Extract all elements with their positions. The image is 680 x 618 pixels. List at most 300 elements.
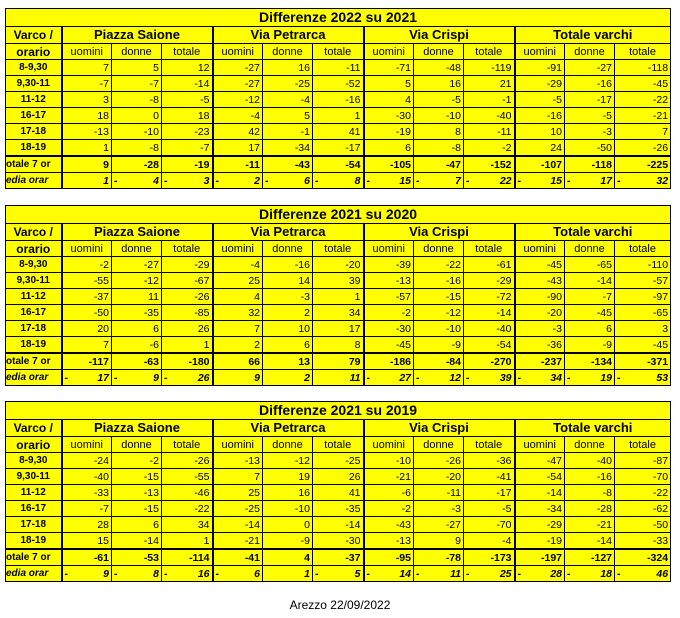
table-cell: -97 [615, 289, 671, 305]
table-cell: -50 [615, 517, 671, 533]
media-value: 27 [399, 371, 411, 384]
table-row [6, 257, 671, 273]
table-cell: -26 [615, 140, 671, 157]
media-value: 5 [354, 567, 361, 580]
table-cell: -23 [162, 124, 213, 140]
table-cell: 18 [162, 108, 213, 124]
time-slot-label: 18-19 [6, 533, 62, 550]
media-cell [615, 566, 671, 582]
table-cell: -1 [464, 92, 515, 108]
total-cell: -270 [464, 353, 515, 370]
table-cell: -14 [515, 485, 565, 501]
table-row [6, 453, 671, 469]
table-cell: -35 [112, 305, 162, 321]
table-cell: -61 [464, 257, 515, 273]
table-cell: -22 [414, 257, 464, 273]
table-cell: -16 [565, 469, 615, 485]
table-cell: -2 [62, 257, 112, 273]
dash-mark: - [215, 174, 219, 187]
table-cell: 8 [414, 124, 464, 140]
table-cell: -7 [565, 289, 615, 305]
table-cell: -62 [615, 501, 671, 517]
total-cell: -324 [615, 549, 671, 566]
media-value: 46 [656, 567, 669, 580]
table-cell: -57 [364, 289, 414, 305]
table-cell: -16 [414, 273, 464, 289]
diff-table-2021-2020 [5, 205, 671, 386]
table-cell: -6 [364, 485, 414, 501]
table-cell: -26 [414, 453, 464, 469]
dash-mark: - [466, 174, 470, 187]
media-cell [464, 173, 515, 189]
media-cell [213, 566, 263, 582]
table-row [6, 289, 671, 305]
table-cell: -22 [615, 92, 671, 108]
table-cell: -26 [162, 289, 213, 305]
media-value: 28 [550, 567, 562, 580]
media-value: 14 [399, 567, 411, 580]
table-title: Differenze 2021 su 2019 [6, 402, 671, 420]
table-cell: -5 [162, 92, 213, 108]
table-cell: 0 [263, 517, 313, 533]
media-cell [263, 566, 313, 582]
table-cell: -5 [414, 92, 464, 108]
column-subheader: totale [615, 437, 671, 453]
media-cell [213, 370, 263, 386]
table-cell: 41 [313, 124, 364, 140]
total-row [6, 549, 671, 566]
dash-mark: - [567, 371, 571, 384]
table-cell: -45 [565, 305, 615, 321]
time-slot-label: 8-9,30 [6, 60, 62, 76]
table-cell: 26 [162, 321, 213, 337]
time-slot-label: 17-18 [6, 321, 62, 337]
diff-table-2022-2021 [5, 8, 671, 189]
table-cell: -19 [364, 124, 414, 140]
dash-mark: - [64, 371, 68, 384]
table-cell: -90 [515, 289, 565, 305]
table-row [6, 108, 671, 124]
column-subheader: uomini [213, 437, 263, 453]
table-cell: -4 [464, 533, 515, 550]
table-cell: -16 [565, 76, 615, 92]
table-cell: -57 [615, 273, 671, 289]
table-cell: -17 [464, 485, 515, 501]
dash-mark: - [517, 174, 521, 187]
table-cell: -14 [313, 517, 364, 533]
table-cell: -19 [515, 533, 565, 550]
location-header: Piazza Saione [62, 27, 213, 44]
table-cell: 9 [414, 533, 464, 550]
table-cell: -45 [615, 337, 671, 354]
media-label: edia orar [6, 173, 62, 189]
table-cell: -85 [162, 305, 213, 321]
table-cell: 7 [213, 469, 263, 485]
table-cell: -16 [313, 92, 364, 108]
media-cell [515, 173, 565, 189]
media-cell [162, 566, 213, 582]
time-slot-label: 11-12 [6, 289, 62, 305]
media-cell [615, 370, 671, 386]
location-header: Via Petrarca [213, 420, 364, 437]
dash-mark: - [366, 567, 370, 580]
media-value: 18 [600, 567, 612, 580]
media-value: 1 [304, 567, 310, 580]
table-cell: -24 [62, 453, 112, 469]
media-value: 9 [254, 371, 260, 384]
media-cell [414, 370, 464, 386]
total-cell: -61 [62, 549, 112, 566]
table-cell: -6 [112, 337, 162, 354]
table-title: Differenze 2021 su 2020 [6, 206, 671, 224]
table-cell: 8 [313, 337, 364, 354]
table-cell: -13 [112, 485, 162, 501]
table-cell: 17 [213, 140, 263, 157]
dash-mark: - [114, 567, 118, 580]
table-cell: 6 [263, 337, 313, 354]
dash-mark: - [164, 567, 168, 580]
media-cell [112, 173, 162, 189]
table-cell: -45 [515, 257, 565, 273]
table-cell: -50 [565, 140, 615, 157]
media-row [6, 173, 671, 189]
table-cell: -30 [364, 321, 414, 337]
table-cell: -35 [313, 501, 364, 517]
media-cell [112, 370, 162, 386]
table-cell: -87 [615, 453, 671, 469]
table-cell: 1 [313, 108, 364, 124]
media-cell [565, 566, 615, 582]
table-cell: -29 [162, 257, 213, 273]
table-cell: -2 [464, 140, 515, 157]
table-cell: -39 [364, 257, 414, 273]
table-cell: -11 [464, 124, 515, 140]
table-cell: -40 [62, 469, 112, 485]
orario-label: orario [6, 241, 62, 257]
media-cell [112, 566, 162, 582]
media-cell [515, 370, 565, 386]
media-value: 15 [550, 174, 562, 187]
table-cell: 0 [112, 108, 162, 124]
table-cell: -36 [515, 337, 565, 354]
table-cell: -10 [364, 453, 414, 469]
dash-mark: - [64, 567, 68, 580]
total-row [6, 353, 671, 370]
table-row [6, 501, 671, 517]
table-cell: 3 [62, 92, 112, 108]
media-row [6, 370, 671, 386]
media-cell [464, 370, 515, 386]
table-cell: 16 [263, 60, 313, 76]
total-cell: -47 [414, 156, 464, 173]
table-cell: -13 [62, 124, 112, 140]
table-cell: 42 [213, 124, 263, 140]
total-cell: -78 [414, 549, 464, 566]
table-cell: -4 [213, 108, 263, 124]
total-cell: -19 [162, 156, 213, 173]
table-cell: -118 [615, 60, 671, 76]
column-subheader: donne [112, 44, 162, 60]
table-cell: 2 [263, 305, 313, 321]
table-cell: 1 [162, 337, 213, 354]
table-cell: -10 [112, 124, 162, 140]
table-cell: 34 [313, 305, 364, 321]
media-cell [313, 173, 364, 189]
column-subheader: uomini [364, 44, 414, 60]
table-cell: -27 [565, 60, 615, 76]
table-cell: -45 [615, 76, 671, 92]
table-cell: -7 [162, 140, 213, 157]
table-cell: -40 [464, 108, 515, 124]
table-cell: 32 [213, 305, 263, 321]
table-cell: 19 [263, 469, 313, 485]
table-cell: -21 [364, 469, 414, 485]
total-cell: -43 [263, 156, 313, 173]
table-cell: 7 [615, 124, 671, 140]
time-slot-label: 9,30-11 [6, 273, 62, 289]
column-subheader: totale [162, 437, 213, 453]
dash-mark: - [466, 567, 470, 580]
total-cell: -11 [213, 156, 263, 173]
location-header: Piazza Saione [62, 224, 213, 241]
table-cell: -9 [565, 337, 615, 354]
footer-date: Arezzo 22/09/2022 [289, 598, 391, 612]
table-cell: 2 [213, 337, 263, 354]
location-header: Via Petrarca [213, 224, 364, 241]
total-cell: -105 [364, 156, 414, 173]
media-label: edia orar [6, 566, 62, 582]
total-cell: -134 [565, 353, 615, 370]
table-cell: -8 [414, 140, 464, 157]
table-cell: 6 [565, 321, 615, 337]
table-cell: 21 [464, 76, 515, 92]
table-cell: -37 [62, 289, 112, 305]
total-cell: 9 [62, 156, 112, 173]
table-cell: 17 [313, 321, 364, 337]
media-cell [364, 566, 414, 582]
table-cell: 6 [112, 321, 162, 337]
column-subheader: donne [112, 437, 162, 453]
table-cell: -14 [464, 305, 515, 321]
table-row [6, 124, 671, 140]
table-cell: -30 [313, 533, 364, 550]
dash-mark: - [164, 371, 168, 384]
media-value: 17 [600, 174, 612, 187]
dash-mark: - [617, 371, 621, 384]
table-cell: 14 [263, 273, 313, 289]
table-cell: -41 [464, 469, 515, 485]
table-cell: -10 [414, 108, 464, 124]
column-subheader: donne [263, 241, 313, 257]
table-cell: 5 [112, 60, 162, 76]
table-cell: -50 [62, 305, 112, 321]
table-cell: -70 [464, 517, 515, 533]
media-value: 26 [197, 371, 210, 384]
media-value: 16 [197, 567, 210, 580]
dash-mark: - [617, 174, 621, 187]
dash-mark: - [315, 174, 319, 187]
table-cell: -8 [565, 485, 615, 501]
dash-mark: - [164, 174, 168, 187]
media-value: 1 [103, 174, 109, 187]
table-cell: 1 [313, 289, 364, 305]
media-value: 12 [449, 371, 461, 384]
table-cell: -3 [515, 321, 565, 337]
table-cell: -43 [364, 517, 414, 533]
table-cell: -13 [364, 273, 414, 289]
table-cell: -55 [62, 273, 112, 289]
dash-mark: - [416, 371, 420, 384]
time-slot-label: 16-17 [6, 501, 62, 517]
table-cell: -30 [364, 108, 414, 124]
table-cell: -21 [565, 517, 615, 533]
table-cell: -25 [213, 501, 263, 517]
total-cell: -197 [515, 549, 565, 566]
column-subheader: totale [464, 241, 515, 257]
table-cell: 25 [213, 485, 263, 501]
table-cell: -2 [112, 453, 162, 469]
table-cell: -20 [515, 305, 565, 321]
column-subheader: totale [464, 437, 515, 453]
table-cell: -20 [313, 257, 364, 273]
media-cell [565, 370, 615, 386]
location-header: Via Crispi [364, 224, 515, 241]
table-cell: 18 [62, 108, 112, 124]
dash-mark: - [567, 174, 571, 187]
column-subheader: donne [263, 44, 313, 60]
total-cell: -114 [162, 549, 213, 566]
table-cell: -14 [213, 517, 263, 533]
total-cell: -84 [414, 353, 464, 370]
column-subheader: totale [464, 44, 515, 60]
total-cell: -225 [615, 156, 671, 173]
location-header: Totale varchi [515, 420, 671, 437]
table-cell: 10 [263, 321, 313, 337]
column-subheader: donne [565, 241, 615, 257]
total-row [6, 156, 671, 173]
table-cell: -25 [313, 453, 364, 469]
total-cell: -107 [515, 156, 565, 173]
column-subheader: donne [565, 44, 615, 60]
orario-label: orario [6, 44, 62, 60]
location-header: Via Crispi [364, 27, 515, 44]
table-cell: -33 [615, 533, 671, 550]
table-cell: -21 [213, 533, 263, 550]
table-row [6, 273, 671, 289]
table-cell: -29 [464, 273, 515, 289]
table-cell: -5 [565, 108, 615, 124]
table-cell: 7 [62, 60, 112, 76]
table-cell: -14 [162, 76, 213, 92]
table-cell: 16 [263, 485, 313, 501]
time-slot-label: 9,30-11 [6, 76, 62, 92]
table-cell: -13 [364, 533, 414, 550]
media-cell [313, 566, 364, 582]
column-subheader: totale [615, 44, 671, 60]
table-cell: 25 [213, 273, 263, 289]
table-cell: -27 [213, 60, 263, 76]
column-subheader: uomini [213, 44, 263, 60]
table-cell: -17 [565, 92, 615, 108]
table-cell: -40 [565, 453, 615, 469]
table-cell: 39 [313, 273, 364, 289]
varco-label: Varco / [6, 224, 62, 241]
column-subheader: donne [112, 241, 162, 257]
table-cell: -29 [515, 517, 565, 533]
table-cell: 20 [62, 321, 112, 337]
total-cell: -95 [364, 549, 414, 566]
column-subheader: donne [414, 44, 464, 60]
time-slot-label: 16-17 [6, 305, 62, 321]
table-cell: 16 [414, 76, 464, 92]
table-cell: -67 [162, 273, 213, 289]
table-cell: -12 [263, 453, 313, 469]
total-cell: 13 [263, 353, 313, 370]
table-cell: -3 [414, 501, 464, 517]
location-header: Via Crispi [364, 420, 515, 437]
media-value: 6 [304, 174, 310, 187]
table-cell: -27 [112, 257, 162, 273]
media-cell [62, 370, 112, 386]
table-cell: 41 [313, 485, 364, 501]
media-cell [364, 173, 414, 189]
table-cell: -14 [565, 533, 615, 550]
table-cell: -36 [464, 453, 515, 469]
media-value: 8 [153, 567, 159, 580]
media-value: 39 [499, 371, 512, 384]
table-cell: -13 [213, 453, 263, 469]
column-subheader: uomini [62, 44, 112, 60]
media-value: 15 [399, 174, 411, 187]
table-cell: -47 [515, 453, 565, 469]
total-cell: -186 [364, 353, 414, 370]
total-label: otale 7 or [6, 156, 62, 173]
media-cell [162, 370, 213, 386]
media-value: 11 [450, 567, 461, 580]
table-cell: -119 [464, 60, 515, 76]
table-cell: -16 [515, 108, 565, 124]
column-subheader: uomini [515, 241, 565, 257]
table-cell: -110 [615, 257, 671, 273]
table-row [6, 337, 671, 354]
table-row [6, 485, 671, 501]
table-cell: -7 [62, 501, 112, 517]
table-cell: -11 [414, 485, 464, 501]
table-cell: -2 [364, 501, 414, 517]
media-row [6, 566, 671, 582]
column-subheader: totale [313, 241, 364, 257]
table-cell: -9 [414, 337, 464, 354]
table-cell: 3 [615, 321, 671, 337]
dash-mark: - [265, 174, 269, 187]
time-slot-label: 8-9,30 [6, 453, 62, 469]
media-value: 2 [304, 371, 310, 384]
total-cell: -180 [162, 353, 213, 370]
varco-label: Varco / [6, 27, 62, 44]
column-subheader: totale [162, 241, 213, 257]
table-cell: -15 [112, 501, 162, 517]
table-cell: -10 [263, 501, 313, 517]
table-cell: -11 [313, 60, 364, 76]
media-value: 9 [103, 567, 109, 580]
table-cell: -5 [464, 501, 515, 517]
table-cell: -2 [364, 305, 414, 321]
column-subheader: totale [615, 241, 671, 257]
total-cell: -127 [565, 549, 615, 566]
total-label: otale 7 or [6, 353, 62, 370]
column-subheader: uomini [364, 241, 414, 257]
dash-mark: - [366, 174, 370, 187]
